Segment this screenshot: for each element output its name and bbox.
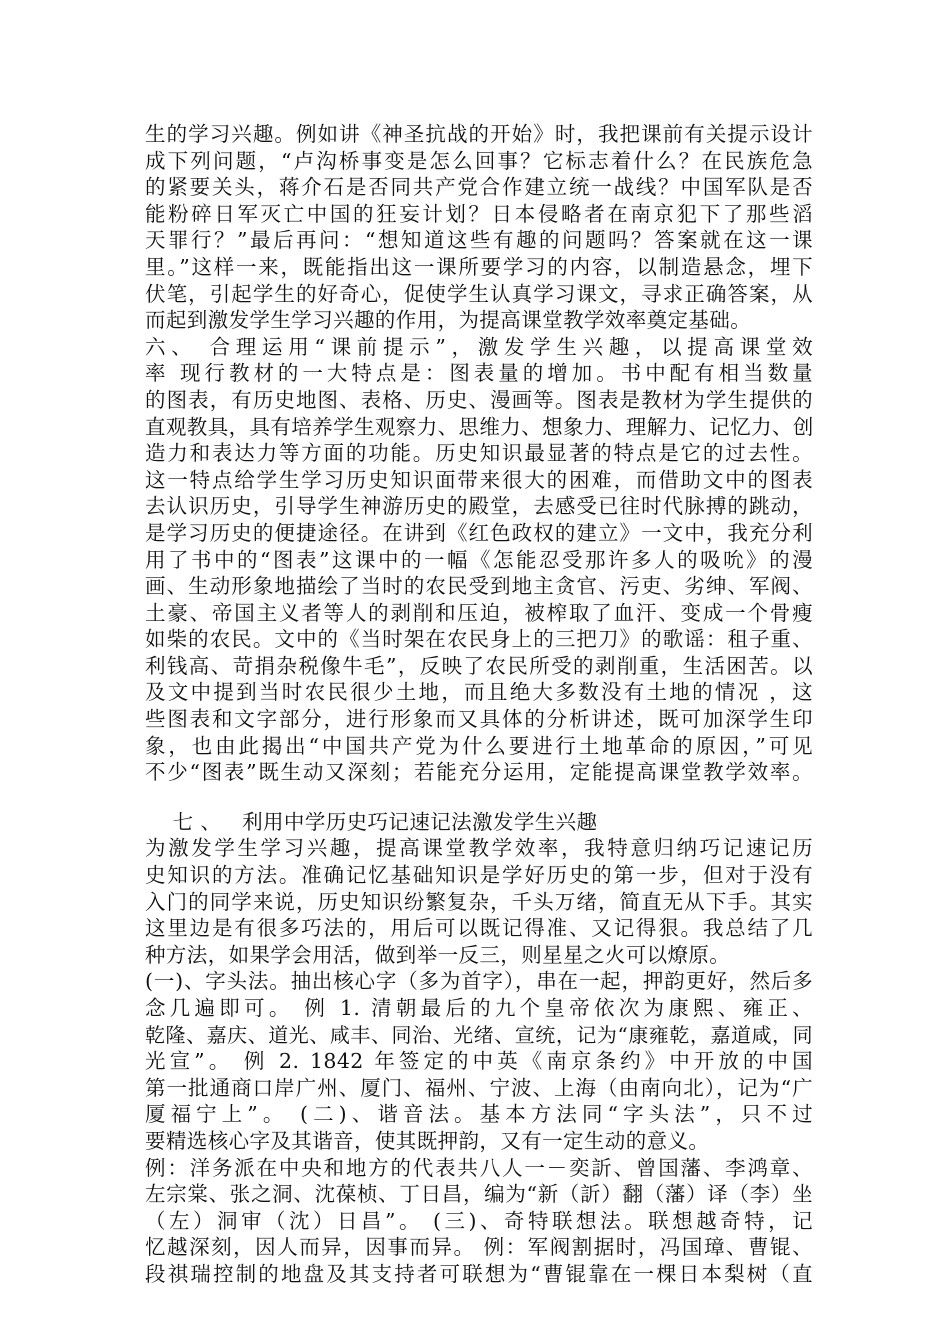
text-line: 的紧要关头，蒋介石是否同共产党合作建立统一战线？中国军队是否 — [145, 175, 813, 200]
text-line: 例：洋务派在中央和地方的代表共八人一－奕訢、曾国藩、李鸿章、 — [145, 1155, 813, 1180]
text-line: 伏笔，引起学生的好奇心，促使学生认真学习课文，寻求正确答案，从 — [145, 281, 813, 306]
text-line: 这里边是有很多巧法的，用后可以既记得准、又记得狠。我总结了几 — [145, 916, 813, 941]
text-line: 要精选核心字及其谐音，使其既押韵，又有一定生动的意义。 — [145, 1128, 710, 1153]
text-line: 第一批通商口岸广州、厦门、福州、宁波、上海（由南向北），记为“广 — [145, 1075, 813, 1100]
text-line: 段祺瑞控制的地盘及其支持者可联想为“曹锟靠在一棵日本梨树（直 — [145, 1261, 813, 1286]
text-line: 画、生动形象地描绘了当时的农民受到地主贪官、污吏、劣绅、军阀、 — [145, 574, 813, 599]
text-line: 直观教具，具有培养学生观察力、思维力、想象力、理解力、记忆力、创 — [145, 414, 814, 439]
text-line: 是学习历史的便捷途径。在讲到《红色政权的建立》一文中，我充分利 — [145, 520, 813, 545]
text-line: 成下列问题，“卢沟桥事变是怎么回事？它标志着什么？在民族危急 — [145, 148, 813, 173]
text-line: 能粉碎日军灭亡中国的狂妄计划？日本侵略者在南京犯下了那些滔 — [145, 201, 813, 226]
text-line: 这一特点给学生学习历史知识面带来很大的困难，而借助文中的图表 — [145, 467, 813, 492]
text-line: 土豪、帝国主义者等人的剥削和压迫，被榨取了血汗、变成一个骨瘦 — [145, 600, 813, 625]
text-line: 光宣”。 例 2. 1842 年签定的中英《南京条约》中开放的中国 — [145, 1049, 813, 1074]
text-line: （左）洞审（沈）日昌”。 (三)、奇特联想法。联想越奇特，记 — [145, 1208, 813, 1233]
text-line: 为激发学生学习兴趣，提高课堂教学效率，我特意归纳巧记速记历 — [145, 836, 813, 861]
paragraph-block-b — [145, 334, 813, 786]
text-line: 利钱高、苛捐杂税像牛毛”，反映了农民所受的剥削重，生活困苦。以 — [145, 653, 813, 678]
text-line: 入门的同学来说，历史知识纷繁复杂，千头万绪，简直无从下手。其实 — [145, 889, 813, 914]
text-line: 生的学习兴趣。例如讲《神圣抗战的开始》时，我把课前有关提示设计 — [145, 122, 813, 146]
text-line: 里。”这样一来，既能指出这一课所要学习的内容，以制造悬念，埋下 — [145, 254, 813, 279]
text-line: 种方法，如果学会用活，做到举一反三，则星星之火可以燎原。 — [145, 942, 731, 967]
text-line: 及文中提到当时农民很少土地，而且绝大多数没有土地的情况 ，这 — [145, 680, 813, 705]
text-line: 史知识的方法。准确记忆基础知识是学好历史的第一步，但对于没有 — [145, 863, 813, 888]
text-line: 的图表，有历史地图、表格、历史、漫画等。图表是教材为学生提供的 — [145, 387, 813, 412]
section-heading-6: 六、 合理运用“课前提示”，激发学生兴趣，以提高课堂效 — [145, 334, 813, 359]
text-line: 如柴的农民。文中的《当时架在农民身上的三把刀》的歌谣：租子重、 — [145, 627, 813, 652]
text-line: (一)、字头法。抽出核心字（多为首字），串在一起，押韵更好，然后多 — [145, 969, 813, 994]
text-line: 左宗棠、张之洞、沈葆桢、丁日昌，编为“新（訢）翻（藩）译（李）坐 — [145, 1182, 813, 1207]
text-line: 念几遍即可。 例 1. 清朝最后的九个皇帝依次为康熙、雍正、 — [145, 996, 813, 1020]
text-line: 乾隆、嘉庆、道光、咸丰、同治、光绪、宣统，记为“康雍乾，嘉道咸，同 — [145, 1022, 813, 1047]
section-heading-7: 七 、 利用中学历史巧记速记法激发学生兴趣 — [145, 809, 598, 834]
document-page — [145, 121, 813, 1288]
text-line: 天罪行？”最后再问：“想知道这些有趣的问题吗？答案就在这一课 — [145, 228, 813, 253]
paragraph-block-a — [145, 121, 813, 334]
text-line: 不少“图表”既生动又深刻；若能充分运用，定能提高课堂教学效率。 — [145, 760, 813, 785]
paragraph-block-c — [145, 809, 813, 1288]
text-line: 去认识历史，引导学生神游历史的殿堂，去感受已往时代脉搏的跳动， — [145, 494, 813, 519]
text-line: 些图表和文字部分，进行形象而又具体的分析讲述，既可加深学生印 — [145, 707, 813, 732]
text-line: 象，也由此揭出“中国共产党为什么要进行土地革命的原因，”可见 — [145, 733, 813, 758]
text-line: 厦福宁上”。 (二)、谐音法。基本方法同“字头法”，只不过 — [145, 1102, 813, 1127]
text-line: 率 现行教材的一大特点是：图表量的增加。书中配有相当数量 — [145, 361, 813, 386]
text-line: 用了书中的“图表”这课中的一幅《怎能忍受那许多人的吸吮》的漫 — [145, 547, 813, 572]
text-line: 忆越深刻，因人而异，因事而异。 例：军阀割据时，冯国璋、曹锟、 — [145, 1235, 813, 1260]
text-line: 而起到激发学生学习兴趣的作用，为提高课堂教学效率奠定基础。 — [145, 308, 752, 333]
paragraph-gap — [145, 786, 813, 809]
text-line: 造力和表达力等方面的功能。历史知识最显著的特点是它的过去性。 — [145, 441, 813, 466]
